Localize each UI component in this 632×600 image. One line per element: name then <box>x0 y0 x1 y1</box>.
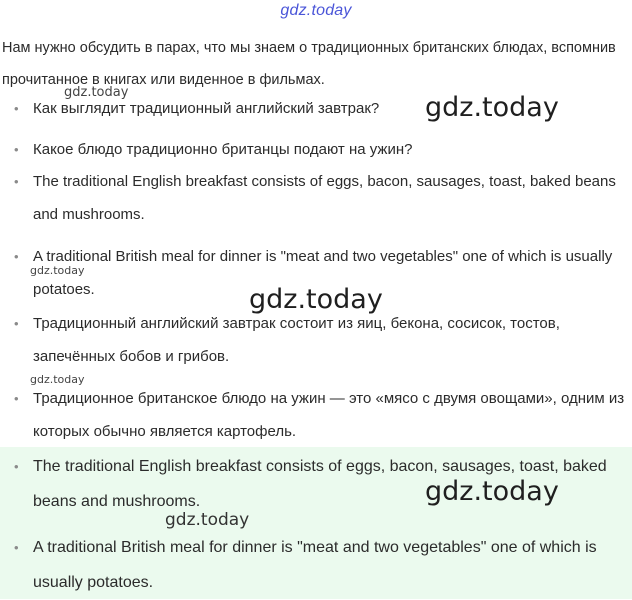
list-item-text: Какое блюдо традиционно британцы подают на ужин? <box>33 141 413 158</box>
list-item-text: Традиционное британское блюдо на ужин — это «мясо с двумя овощами», одним из которых обычно является картофель. <box>33 390 625 440</box>
watermark: gdz.today <box>30 264 85 277</box>
list-item-text: Как выглядит традиционный английский завтрак? <box>33 100 380 117</box>
watermark: gdz.today <box>64 85 129 100</box>
list-item-text: The traditional English breakfast consists of eggs, bacon, sausages, toast, baked beans and mushrooms. <box>33 173 616 223</box>
bullet-icon: • <box>14 459 19 474</box>
list-item <box>14 530 630 600</box>
bullet-icon: • <box>14 101 19 116</box>
bullet-icon: • <box>14 540 19 555</box>
watermark: gdz.today <box>165 510 250 530</box>
intro-text: Нам нужно обсудить в парах, что мы знаем о традиционных британских блюдах, вспомнив прочитанное в книгах или виденное в фильмах. <box>2 40 616 88</box>
bullet-icon: • <box>14 391 19 406</box>
list-item <box>14 382 630 448</box>
watermark: gdz.today <box>249 284 383 315</box>
list-item-text: The traditional English breakfast consists of eggs, bacon, sausages, toast, baked beans and mushrooms. <box>33 458 607 510</box>
list-item <box>14 307 630 373</box>
list-item <box>14 133 630 166</box>
list-item-text: Традиционный английский завтрак состоит из яиц, бекона, сосисок, тостов, запечённых бобов и грибов. <box>33 315 560 365</box>
bullet-icon: • <box>14 174 19 189</box>
watermark: gdz.today <box>425 476 559 507</box>
watermark: gdz.today <box>425 92 559 123</box>
site-logo[interactable]: gdz.today <box>280 2 352 19</box>
watermark: gdz.today <box>30 373 85 386</box>
bullet-icon: • <box>14 316 19 331</box>
list-item-text: A traditional British meal for dinner is "meat and two vegetables" one of which is usually potatoes. <box>33 248 613 298</box>
list-item <box>14 165 630 231</box>
bullet-icon: • <box>14 142 19 157</box>
list-item-text: A traditional British meal for dinner is "meat and two vegetables" one of which is usually potatoes. <box>33 539 597 591</box>
bullet-icon: • <box>14 249 19 264</box>
